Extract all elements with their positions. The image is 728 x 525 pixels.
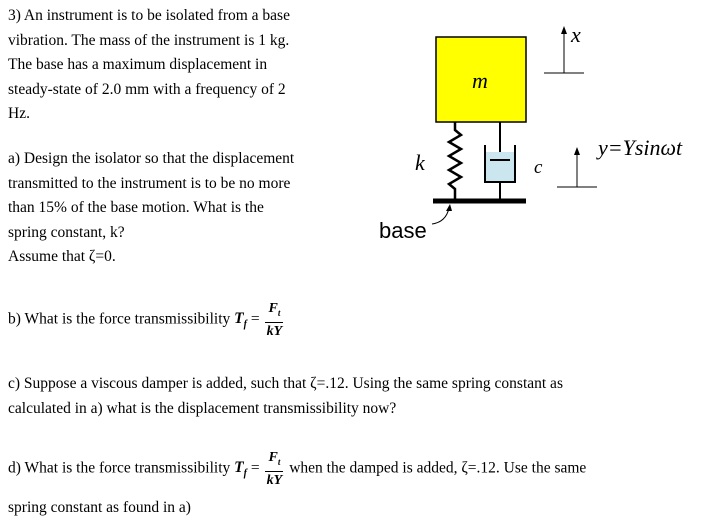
tf-symbol: T (234, 459, 244, 477)
part-c-line: calculated in a) what is the displacement transmissibility now? (8, 399, 397, 417)
numerator-symbol: F (268, 450, 278, 465)
mass-label: m (472, 68, 488, 93)
tf-symbol: T (234, 310, 244, 328)
equals-sign: = (250, 459, 260, 477)
damper-cylinder (485, 152, 515, 182)
part-a-line: transmitted to the instrument is to be no more (8, 174, 291, 192)
y-arrow-head (574, 147, 580, 155)
spring-label: k (415, 150, 425, 175)
intro-line: 3) An instrument is to be isolated from a base (8, 7, 290, 24)
part-c-line: c) Suppose a viscous damper is added, such that ζ=.12. Using the same spring constant as (8, 375, 563, 392)
numerator-subscript: t (277, 456, 281, 467)
part-d-question: d) What is the force transmissibility (8, 459, 231, 477)
part-a-line: than 15% of the base motion. What is the (8, 199, 264, 216)
intro-line: The base has a maximum displacement in (8, 56, 268, 73)
fraction-denominator: kY (266, 472, 283, 488)
part-a-line: spring constant, k? (8, 223, 125, 241)
part-a-line: Assume that ζ=0. (8, 248, 116, 265)
numerator-symbol: F (268, 301, 278, 316)
equals-sign: = (250, 310, 260, 328)
part-d-line-2: spring constant as found in a) (8, 499, 191, 516)
part-b-question: b) What is the force transmissibility (8, 310, 231, 328)
x-label: x (571, 22, 581, 47)
spring (449, 122, 461, 200)
y-label: y=Ysinωt (598, 135, 683, 160)
intro-line: Hz. (8, 105, 30, 122)
numerator-subscript: t (277, 307, 281, 318)
part-d-continuation: when the damped is added, ζ=.12. Use the same (289, 459, 587, 477)
part-a-line: a) Design the isolator so that the displacement (8, 150, 295, 167)
damper-label: c (534, 157, 543, 178)
intro-line: vibration. The mass of the instrument is 1 kg. (8, 31, 290, 49)
base-label: base (379, 218, 427, 243)
tf-subscript: f (243, 319, 247, 331)
intro-line: steady-state of 2.0 mm with a frequency of 2 (8, 80, 286, 98)
base-pointer-head (446, 204, 452, 211)
x-arrow-head (561, 26, 567, 34)
fraction-denominator: kY (266, 323, 283, 339)
tf-subscript: f (243, 468, 247, 480)
